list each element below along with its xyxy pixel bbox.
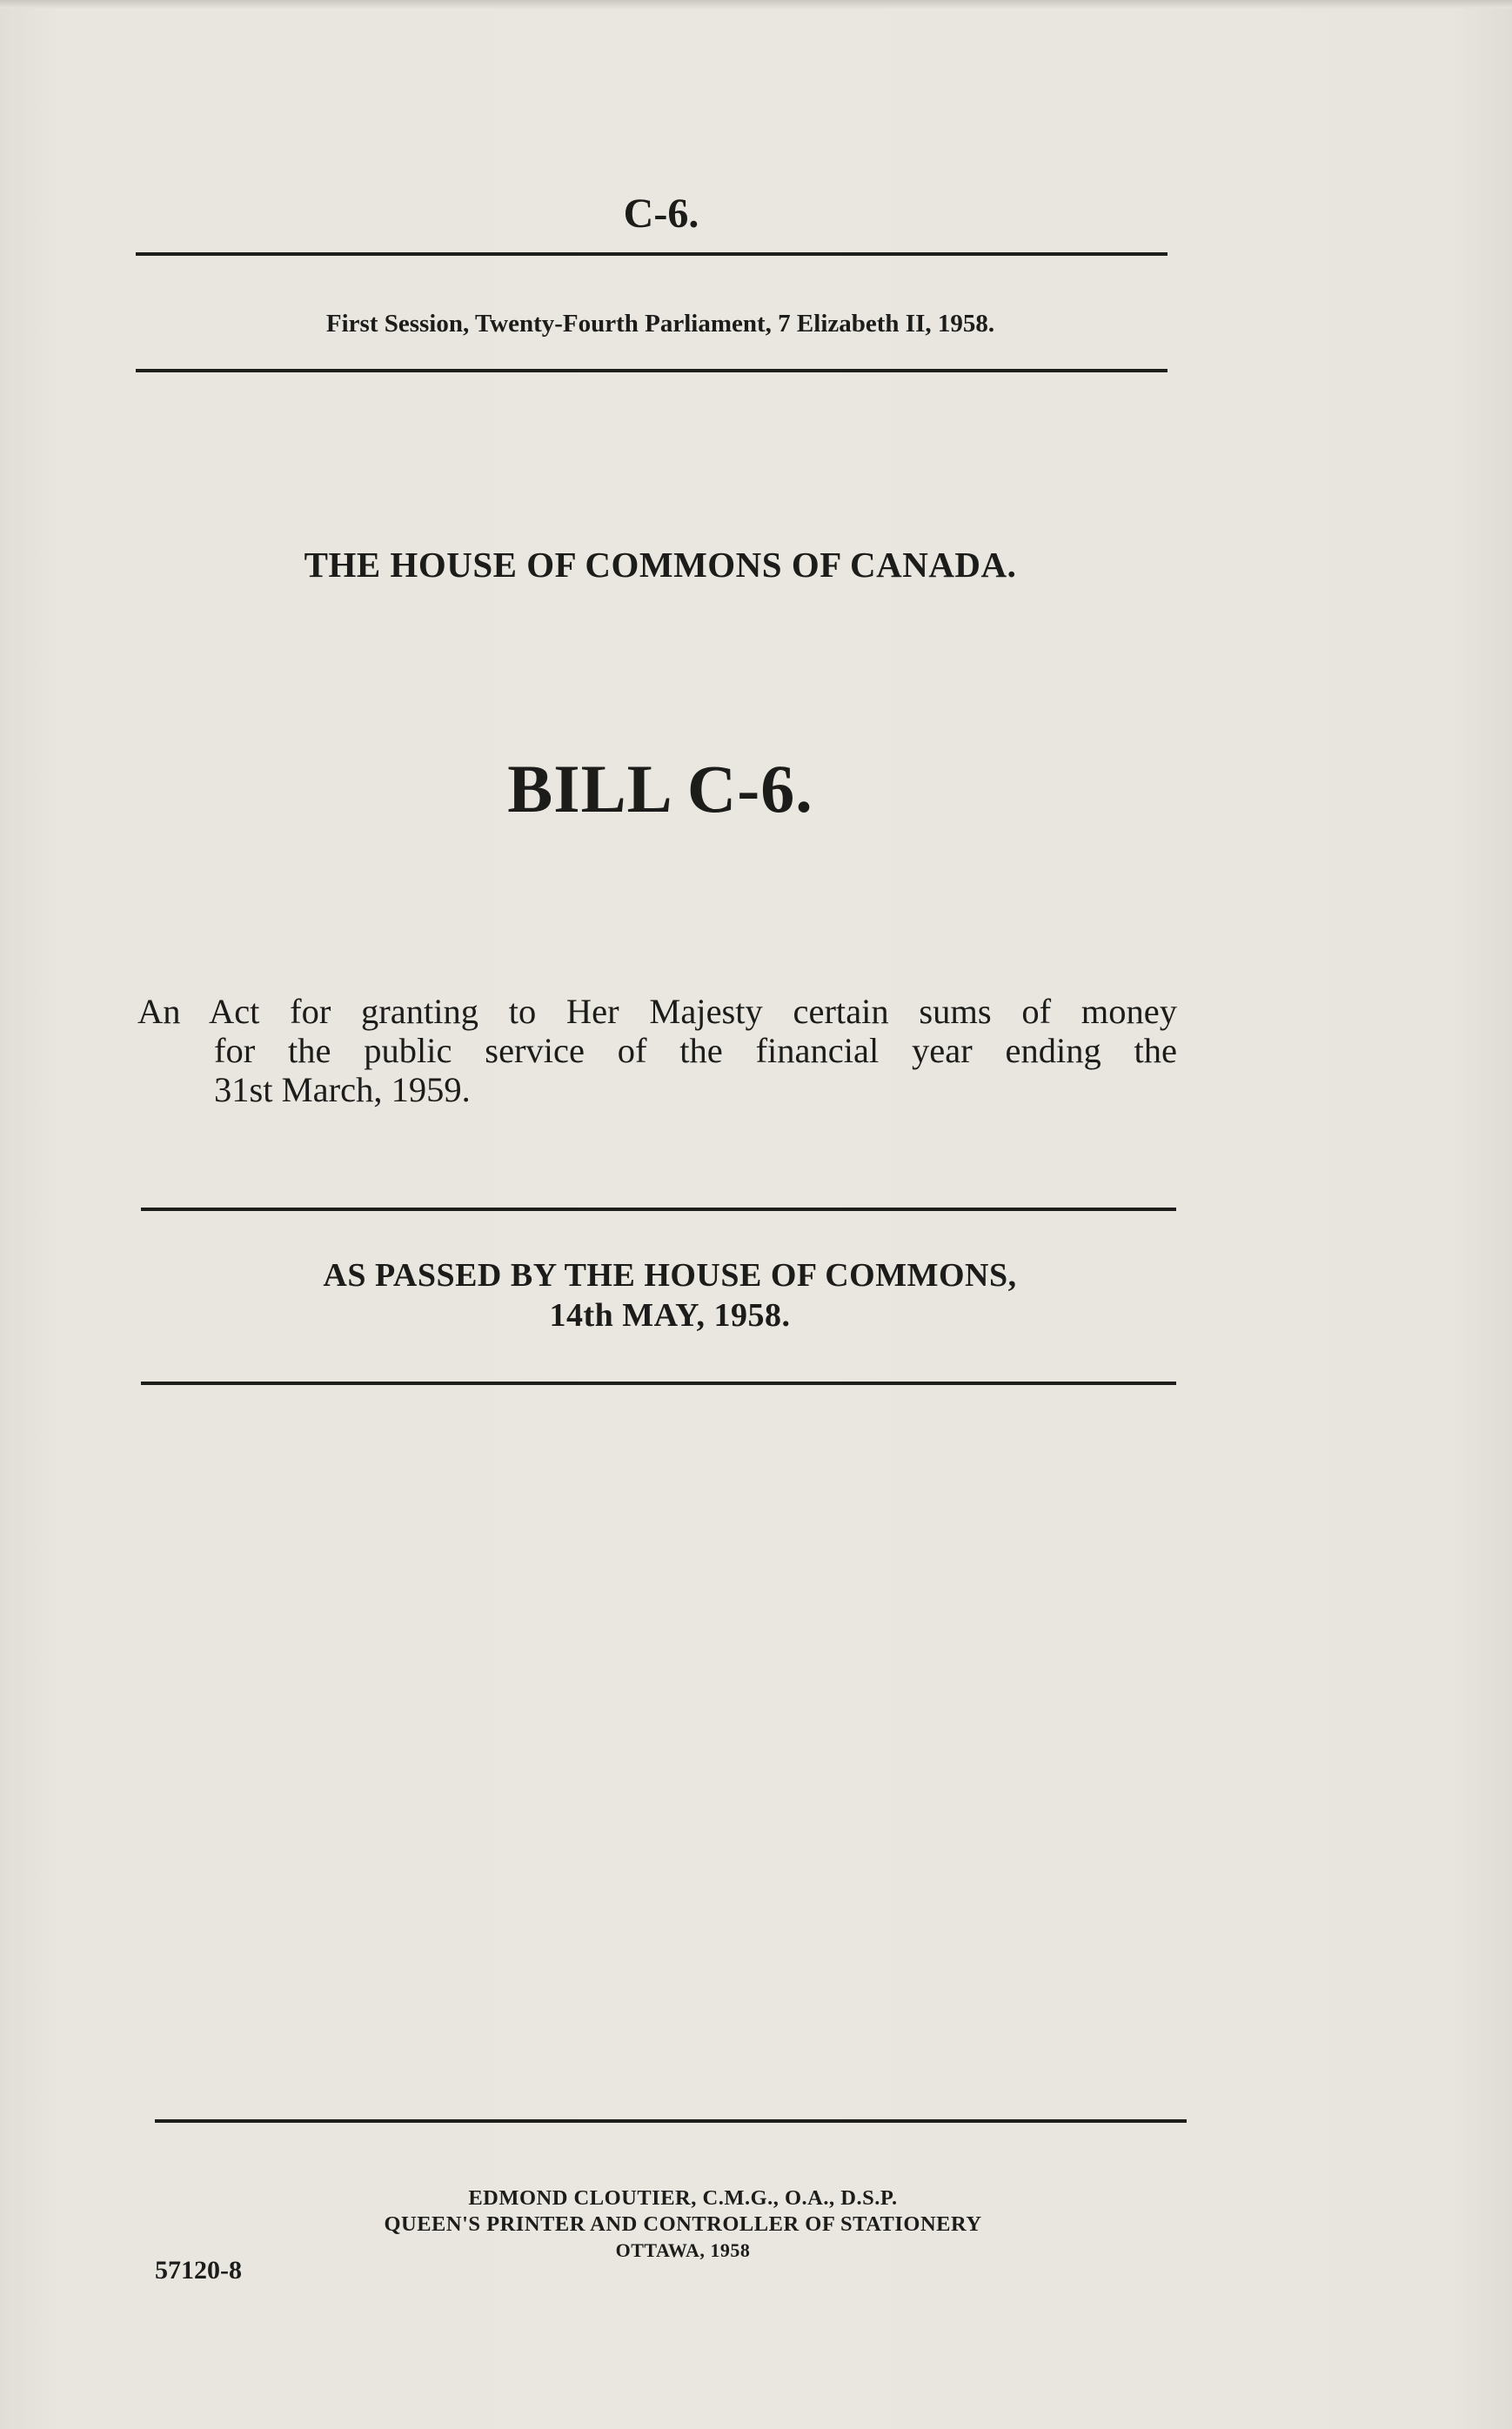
- printer-place: OTTAWA, 1958: [615, 2239, 751, 2261]
- passed-bottom-rule: [141, 1382, 1176, 1385]
- show-through-decoration: [557, 661, 570, 721]
- passed-line-1: AS PASSED BY THE HOUSE OF COMMONS,: [323, 1257, 1017, 1294]
- act-title-line-3: 31st March, 1959.: [214, 1070, 471, 1109]
- session-rule: [136, 369, 1167, 372]
- house-heading: THE HOUSE OF COMMONS OF CANADA.: [304, 545, 1017, 585]
- act-title: [137, 992, 1177, 1109]
- bill-title: BILL C-6.: [507, 751, 813, 826]
- imprint-rule: [155, 2119, 1187, 2123]
- passed-top-rule: [141, 1208, 1176, 1211]
- document-code: 57120-8: [155, 2256, 242, 2285]
- margin-mark-decoration: [1315, 1053, 1320, 1073]
- bill-number: C-6.: [623, 191, 699, 237]
- act-title-line-2: for the public service of the financial year ending the: [214, 1031, 1177, 1070]
- passed-line-2: 14th MAY, 1958.: [549, 1297, 791, 1334]
- printer-title: QUEEN'S PRINTER AND CONTROLLER OF STATIONERY: [384, 2212, 982, 2236]
- page-top-edge: [0, 0, 1512, 9]
- printer-imprint: [174, 2185, 1192, 2264]
- printer-name: EDMOND CLOUTIER, C.M.G., O.A., D.S.P.: [468, 2186, 898, 2210]
- passed-statement: [157, 1255, 1183, 1335]
- act-title-line-1: An Act for granting to Her Majesty certain sums of money: [137, 992, 1177, 1031]
- session-line: First Session, Twenty-Fourth Parliament, 7 Elizabeth II, 1958.: [325, 310, 995, 338]
- top-rule: [136, 252, 1167, 256]
